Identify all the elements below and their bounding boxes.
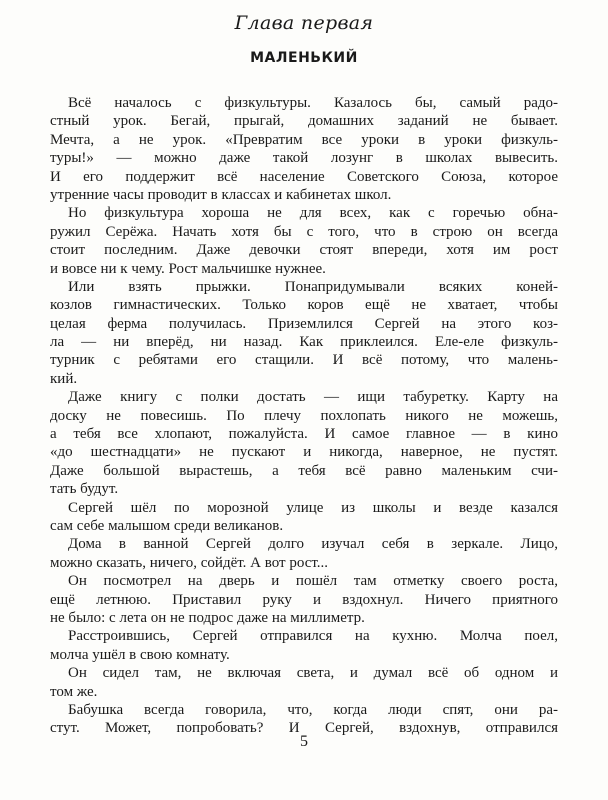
text-line: том же. <box>50 683 98 700</box>
text-line: молча ушёл в свою комнату. <box>50 646 230 663</box>
text-line: тать будут. <box>50 481 119 498</box>
text-line: Мечта, а не урок. «Превратим все уроки в уроки физкуль- <box>50 131 558 148</box>
text-line: стоит последним. Даже девочки стоят впереди, хотя им рост <box>50 242 558 259</box>
text-line: Дома в ванной Сергей долго изучал себя в зеркале. Лицо, <box>68 536 558 553</box>
text-line: Даже большой вырастешь, а тебя всё равно маленьким счи- <box>50 462 558 479</box>
text-line: утренние часы проводит в классах и кабинетах школ. <box>50 186 392 203</box>
text-line: Даже книгу с полки достать — ищи табуретку. Карту на <box>68 389 558 406</box>
text-line: можно сказать, ничего, сойдёт. А вот рост... <box>50 554 329 571</box>
text-line: а тебя все хлопают, пожалуйста. И самое главное — в кино <box>50 426 558 443</box>
text-line: «до шестнадцати» не пускают и никогда, наверное, не пустят. <box>50 444 558 461</box>
chapter-label: Глава первая <box>234 12 374 34</box>
body-text <box>50 94 558 738</box>
text-line: Он сидел там, не включая света, и думал всё об одном и <box>68 665 558 682</box>
text-line: козлов гимнастических. Только коров ещё не хватает, чтобы <box>50 297 558 314</box>
text-line: Он посмотрел на дверь и пошёл там отметку своего роста, <box>68 573 558 590</box>
text-line: ещё летнюю. Приставил руку и вздохнул. Ничего приятного <box>50 591 558 608</box>
text-line: Но физкультура хороша не для всех, как с горечью обна- <box>68 205 558 222</box>
text-line: целая ферма получилась. Приземлился Сергей на этого коз- <box>50 315 558 332</box>
text-line: Всё началось с физкультуры. Казалось бы, самый радо- <box>68 95 558 111</box>
chapter-title: МАЛЕНЬКИЙ <box>250 50 358 66</box>
text-line: не было: с лета он не подрос даже на миллиметр. <box>50 609 365 626</box>
text-line: стут. Может, попробовать? И Сергей, вздохнув, отправился <box>50 720 558 737</box>
text-line: и вовсе ни к чему. Рост мальчишке нужнее. <box>50 260 326 277</box>
text-line: стный урок. Бегай, прыгай, домашних заданий не бывает. <box>50 113 558 130</box>
text-line: турник с ребятами его стащили. И всё потому, что малень- <box>50 352 558 369</box>
text-line: ла — ни вперёд, ни назад. Как приклеился. Еле-еле физкуль- <box>50 334 558 351</box>
text-line: Бабушка всегда говорила, что, когда люди спят, они ра- <box>68 701 558 718</box>
text-line: доску не повесишь. По плечу похлопать никого не можешь, <box>50 407 558 424</box>
text-line: И его поддержит всё население Советского Союза, которое <box>50 168 558 185</box>
text-line: сам себе малышом среди великанов. <box>50 517 284 534</box>
text-line: Сергей шёл по морозной улице из школы и везде казался <box>68 499 558 516</box>
text-line: Или взять прыжки. Понапридумывали всяких коней- <box>68 278 558 295</box>
text-line: туры!» — можно даже такой лозунг в школах вывесить. <box>50 150 558 167</box>
text-line: ружил Серёжа. Начать хотя бы с того, что в строю он всегда <box>50 223 558 240</box>
page-number: 5 <box>300 733 308 750</box>
text-line: кий. <box>50 370 78 387</box>
text-line: Расстроившись, Сергей отправился на кухню. Молча поел, <box>68 628 558 645</box>
